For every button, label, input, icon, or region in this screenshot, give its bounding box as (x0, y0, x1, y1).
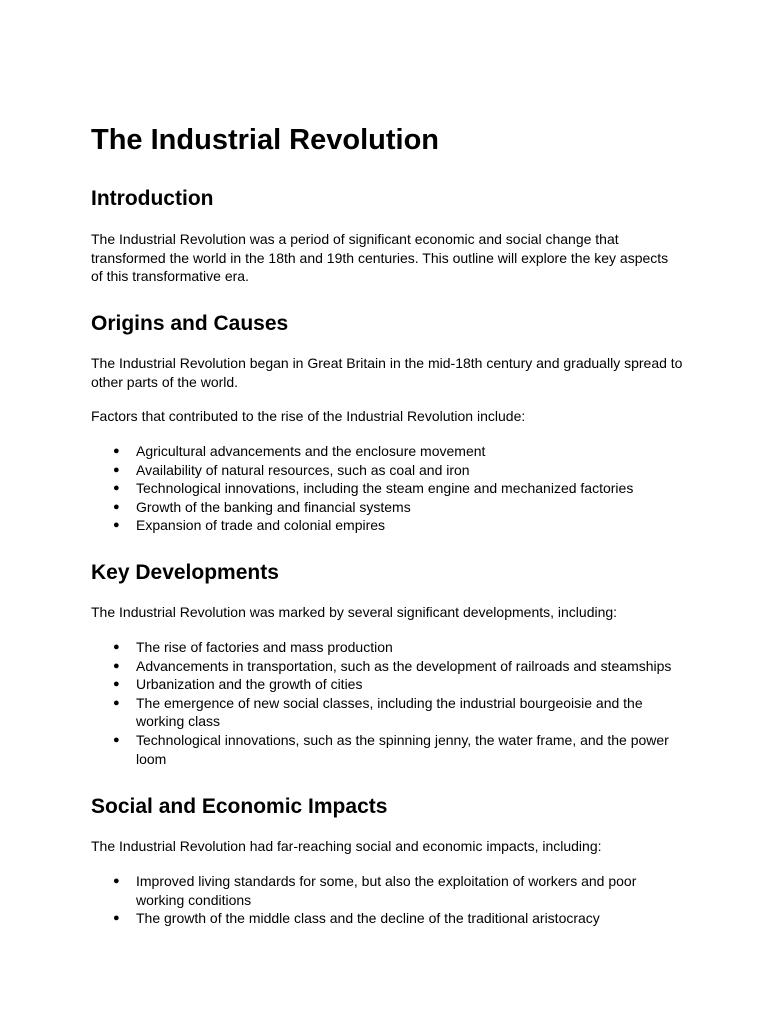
intro-paragraph: The Industrial Revolution was a period of significant economic and social change that transformed the world in the 18th and 19th centuries. This outline will explore the key aspects of this transformative era. (91, 231, 669, 285)
list-item (91, 909, 676, 928)
impacts-bullet-list (91, 872, 691, 928)
list-item (91, 516, 676, 535)
list-item (91, 657, 676, 676)
developments-bullet-list (91, 638, 691, 768)
list-item (91, 694, 676, 731)
impacts-paragraph: The Industrial Revolution had far-reaching social and economic impacts, including: (91, 838, 602, 854)
list-item-text: Advancements in transportation, such as the development of railroads and steamships (136, 657, 672, 674)
list-item-text: Expansion of trade and colonial empires (136, 517, 386, 534)
list-item (91, 442, 676, 461)
list-item-text: The rise of factories and mass production (136, 639, 393, 655)
list-item-text: Technological innovations, including the steam engine and mechanized factories (136, 480, 634, 497)
heading-key-developments: Key Developments (91, 561, 279, 584)
bullet-icon: ● (113, 875, 120, 887)
list-item (91, 479, 676, 498)
list-item (91, 675, 676, 694)
heading-social-and-economic-impacts: Social and Economic Impacts (91, 795, 388, 818)
bullet-icon: ● (113, 912, 120, 925)
developments-paragraph: The Industrial Revolution was marked by several significant developments, including: (91, 604, 618, 620)
heading-origins-and-causes: Origins and Causes (91, 312, 289, 335)
bullet-icon: ● (113, 500, 120, 513)
list-item-text: Urbanization and the growth of cities (136, 676, 363, 693)
list-item-text: Improved living standards for some, but also the exploitation of workers and poor working conditions (136, 873, 637, 908)
list-item-text: Availability of natural resources, such as coal and iron (136, 461, 470, 478)
list-item-text: Agricultural advancements and the enclosure movement (136, 443, 486, 459)
bullet-icon: ● (113, 696, 120, 709)
document-title: The Industrial Revolution (91, 124, 440, 156)
list-item (91, 872, 676, 909)
list-item-text: Technological innovations, such as the spinning jenny, the water frame, and the power loom (136, 731, 669, 767)
bullet-icon: ● (113, 463, 120, 476)
bullet-icon: ● (113, 482, 120, 495)
bullet-icon: ● (113, 733, 120, 746)
bullet-icon: ● (113, 659, 120, 672)
list-item-text: The emergence of new social classes, including the industrial bourgeoisie and the working class (136, 694, 643, 730)
bullet-icon: ● (113, 678, 120, 691)
heading-introduction: Introduction (91, 187, 214, 210)
bullet-icon: ● (113, 519, 120, 532)
list-item (91, 638, 676, 657)
origins-factors-intro: Factors that contributed to the rise of the Industrial Revolution include: (91, 408, 526, 424)
list-item (91, 731, 676, 768)
bullet-icon: ● (113, 445, 120, 457)
list-item-text: Growth of the banking and financial systems (136, 498, 411, 515)
list-item-text: The growth of the middle class and the decline of the traditional aristocracy (136, 910, 600, 927)
bullet-icon: ● (113, 641, 120, 653)
origins-paragraph: The Industrial Revolution began in Great Britain in the mid-18th century and gradually spread to other parts of the world. (91, 355, 683, 390)
origins-bullet-list (91, 442, 691, 535)
list-item (91, 461, 676, 480)
list-item (91, 498, 676, 517)
